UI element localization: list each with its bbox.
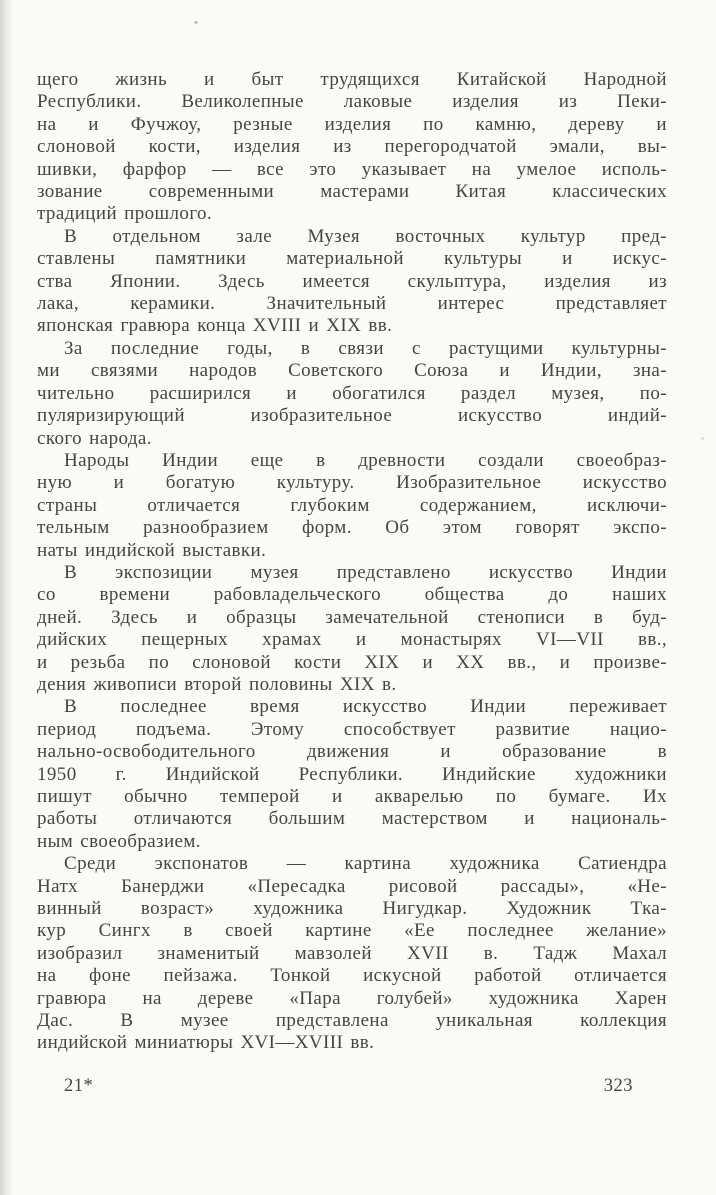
text-line: японская гравюра конца XVIII и XIX вв.: [37, 315, 393, 337]
text-line: на и Фучжоу, резные изделия по камню, дереву и: [37, 113, 667, 135]
text-line: традиций прошлого.: [37, 203, 213, 225]
text-line: тельным разнообразием форм. Об этом говорят экспо-: [37, 517, 667, 539]
paragraph: [37, 226, 667, 338]
scan-edge-shadow: [0, 0, 14, 1195]
text-line: дийских пещерных храмах и монастырях VI—VII вв.,: [37, 629, 667, 651]
text-line: Дас. В музее представлена уникальная коллекция: [37, 1010, 667, 1032]
text-line: В экспозиции музея представлено искусство Индии: [64, 561, 667, 583]
text-line: За последние годы, в связи с растущими культурны-: [64, 337, 667, 359]
text-line: зование современными мастерами Китая классических: [37, 181, 667, 203]
text-line: пишут обычно темперой и акварелью по бумаге. Их: [37, 786, 667, 807]
text-line: Народы Индии еще в древности создали своеобраз-: [64, 449, 667, 471]
paragraph: [37, 450, 667, 562]
text-line: ным своеобразием.: [37, 830, 201, 852]
text-line: ную и богатую культуру. Изобразительное искусство: [37, 472, 667, 494]
paragraph: [37, 69, 667, 226]
scan-artifact: [194, 21, 198, 24]
text-line: страны отличается глубоким содержанием, исключи-: [37, 494, 667, 516]
paragraph: [37, 696, 667, 853]
text-line: со времени рабовладельческого общества до наших: [37, 584, 667, 606]
text-line: изобразил знаменитый мавзолей XVII в. Тадж Махал: [37, 942, 667, 964]
text-line: слоновой кости, изделия из перегородчатой эмали, вы-: [37, 136, 667, 158]
text-line: В последнее время искусство Индии переживает: [64, 696, 667, 718]
paragraph: [37, 853, 667, 1055]
text-line: Натх Банерджи «Пересадка рисовой рассады», «Не-: [37, 875, 667, 897]
signature-mark: 21*: [64, 1076, 94, 1096]
text-line: ставлены памятники материальной культуры и искус-: [37, 248, 667, 270]
text-line: лака, керамики. Значительный интерес представляет: [37, 293, 667, 315]
text-line: гравюра на дереве «Пара голубей» художника Харен: [37, 987, 667, 1009]
paragraph: [37, 562, 667, 696]
text-line: работы отличаются большим мастерством и националь-: [37, 808, 667, 830]
paragraph: [37, 338, 667, 450]
text-line: ми связями народов Советского Союза и Индии, зна-: [37, 360, 667, 382]
text-line: на фоне пейзажа. Тонкой искусной работой отличается: [37, 965, 667, 987]
text-line: индийской миниатюры XVI—XVIII вв.: [37, 1032, 375, 1054]
text-line: ского народа.: [37, 427, 152, 449]
text-line: 1950 г. Индийской Республики. Индийские художники: [37, 763, 667, 785]
page-text: [37, 69, 667, 1055]
text-line: и резьба по слоновой кости XIX и XX вв., и произве-: [37, 651, 667, 673]
text-line: дения живописи второй половины XIX в.: [37, 673, 397, 695]
text-line: наты индийской выставки.: [37, 539, 267, 561]
text-line: Республики. Великолепные лаковые изделия из Пеки-: [37, 91, 667, 113]
text-line: чительно расширился и обогатился раздел музея, по-: [37, 382, 667, 404]
text-line: нально-освободительного движения и образование в: [37, 741, 667, 763]
text-line: пуляризирующий изобразительное искусство индий-: [37, 405, 667, 427]
text-line: В отдельном зале Музея восточных культур пред-: [64, 225, 667, 247]
text-line: кур Сингх в своей картине «Ее последнее желание»: [37, 920, 667, 942]
scan-artifact: [701, 437, 704, 440]
page-footer: [37, 1076, 667, 1097]
text-line: Среди экспонатов — картина художника Сатиендра: [64, 853, 667, 875]
text-line: шивки, фарфор — все это указывает на умелое исполь-: [37, 158, 667, 180]
text-line: ства Японии. Здесь имеется скульптура, изделия из: [37, 270, 667, 292]
text-line: винный возраст» художника Нигудкар. Художник Тка-: [37, 898, 667, 920]
page-number: 323: [603, 1076, 633, 1096]
text-line: дней. Здесь и образцы замечательной стенописи в буд-: [37, 606, 667, 628]
text-line: период подъема. Этому способствует развитие нацио-: [37, 718, 667, 740]
text-line: щего жизнь и быт трудящихся Китайской Народной: [37, 69, 667, 90]
